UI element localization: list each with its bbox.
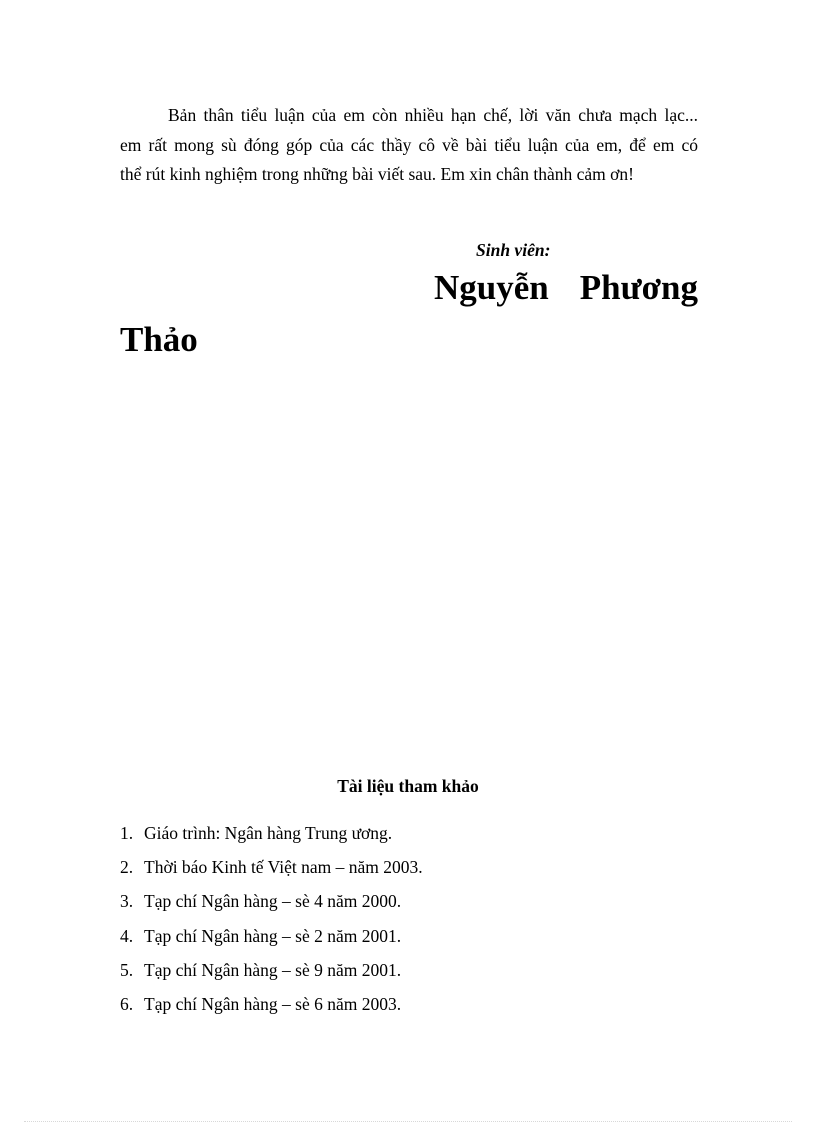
signature-label: Sinh viên:: [476, 240, 551, 260]
signature-surname: Nguyễn: [434, 268, 549, 307]
reference-text: Tạp chí Ngân hàng – sè 2 năm 2001.: [144, 925, 402, 946]
reference-item: [120, 856, 423, 890]
reference-item: [120, 959, 423, 993]
reference-text: Giáo trình: Ngân hàng Trung ương.: [144, 823, 393, 843]
closing-line-2: em rất mong sù đóng góp của các thầy cô về bài tiểu luận của em, để em có: [120, 134, 698, 155]
signature-middle-name: Phương: [579, 268, 698, 307]
reference-item: [120, 993, 423, 1027]
reference-number: 1.: [120, 823, 134, 843]
signature-given-name: Thảo: [120, 320, 198, 359]
reference-text: Tạp chí Ngân hàng – sè 9 năm 2001.: [144, 959, 402, 980]
closing-line-1: Bản thân tiểu luận của em còn nhiều hạn chế, lời văn chưa mạch lạc...: [168, 105, 698, 125]
reference-item: [120, 822, 423, 856]
closing-paragraph: [120, 101, 698, 190]
reference-number: 6.: [120, 993, 134, 1014]
page-bottom-divider: [24, 1121, 792, 1122]
reference-item: [120, 890, 423, 924]
references-heading: Tài liệu tham khảo: [337, 776, 479, 796]
reference-text: Tạp chí Ngân hàng – sè 4 năm 2000.: [144, 891, 402, 912]
closing-line-3: thể rút kinh nghiệm trong những bài viết sau. Em xin chân thành cảm ơn!: [120, 164, 634, 184]
reference-number: 5.: [120, 959, 134, 980]
reference-number: 4.: [120, 925, 134, 946]
reference-text: Thời báo Kinh tế Việt nam – năm 2003.: [144, 857, 423, 878]
reference-text: Tạp chí Ngân hàng – sè 6 năm 2003.: [144, 993, 402, 1014]
reference-number: 2.: [120, 857, 134, 878]
references-list: [120, 822, 423, 1027]
reference-number: 3.: [120, 891, 134, 912]
reference-item: [120, 925, 423, 959]
signature-name-line-1: [434, 268, 698, 308]
